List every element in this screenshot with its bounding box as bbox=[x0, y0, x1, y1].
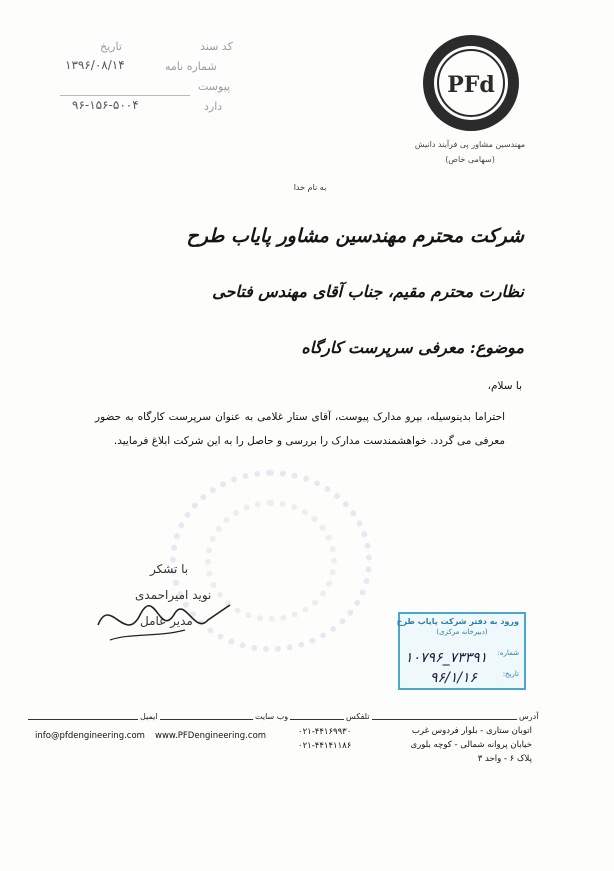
footer-phone-1: ۰۲۱-۴۴۱۶۹۹۳۰ bbox=[298, 727, 352, 737]
footer-website-label: وب سایت bbox=[255, 712, 289, 721]
greeting: با سلام، bbox=[487, 380, 522, 392]
signer-name: نوید امیراحمدی bbox=[135, 588, 212, 602]
logo-text: PFd bbox=[447, 72, 495, 98]
letter-body: احتراما بدینوسیله، بپرو مدارک پیوست، آقای ستار غلامی به عنوان سرپرست کارگاه به حضور معرفی می گردد. خواهشمندست مدارک را بررسی و حاصل را به این شرکت ابلاغ فرمایید. bbox=[95, 411, 505, 447]
company-name: مهندسین مشاور پی فرآیند دانیش bbox=[414, 140, 526, 149]
header-underline bbox=[60, 95, 190, 96]
letter-subject: موضوع: معرفی سرپرست کارگاه bbox=[301, 338, 524, 357]
footer-email-label: ایمیل bbox=[140, 712, 158, 721]
footer-phone-label: تلفکس bbox=[346, 712, 370, 721]
closing: با تشکر bbox=[150, 562, 189, 576]
attachment-label: پیوست bbox=[198, 80, 231, 93]
footer-address-line-1: اتوبان ستاری - بلوار فردوس غرب bbox=[411, 726, 532, 736]
handwritten-signature bbox=[90, 585, 240, 655]
company-type: (سهامی خاص) bbox=[445, 155, 495, 164]
bismillah: به نام خدا bbox=[293, 183, 327, 192]
footer-phone-2: ۰۲۱-۴۴۱۴۱۱۸۶ bbox=[298, 741, 352, 751]
recipient-person: نظارت محترم مقیم، جناب آقای مهندس فتاحی bbox=[212, 282, 524, 301]
stamp-date-value: ۹۶/۱/۱۶ bbox=[430, 670, 478, 686]
footer-website[interactable]: www.PFDengineering.com bbox=[155, 731, 267, 741]
footer-address-line-2: خیابان پروانه شمالی - کوچه بلوری bbox=[410, 740, 532, 750]
date-label: تاریخ bbox=[100, 40, 122, 53]
has-label: دارد bbox=[204, 100, 223, 113]
footer-email[interactable]: info@pfdengineering.com bbox=[35, 731, 145, 741]
signer-title: مدیر عامل bbox=[140, 614, 193, 628]
stamp-number-label: شماره: bbox=[497, 649, 519, 657]
number-label: شماره نامه bbox=[165, 60, 217, 73]
stamp-title: ورود به دفتر شرکت پایاب طرح bbox=[396, 617, 519, 626]
footer-address-label: آدرس bbox=[519, 712, 539, 721]
stamp-subtitle: (دبیرخانه مرکزی) bbox=[436, 628, 488, 636]
stamp-number-value: ۱۰۷۹۶_۷۳۳۹۱ bbox=[405, 650, 488, 666]
date-value: ۱۳۹۶/۰۸/۱۴ bbox=[65, 58, 125, 72]
company-logo bbox=[420, 32, 522, 134]
recipient-company: شرکت محترم مهندسین مشاور پایاب طرح bbox=[186, 225, 524, 247]
footer-address-line-3: پلاک ۶ - واحد ۳ bbox=[477, 754, 532, 764]
letter-number-value: ۹۶-۱۵۶-۵۰۰۴ bbox=[72, 98, 139, 112]
code-label: کد سند bbox=[200, 40, 233, 53]
stamp-date-label: تاریخ: bbox=[502, 670, 519, 678]
